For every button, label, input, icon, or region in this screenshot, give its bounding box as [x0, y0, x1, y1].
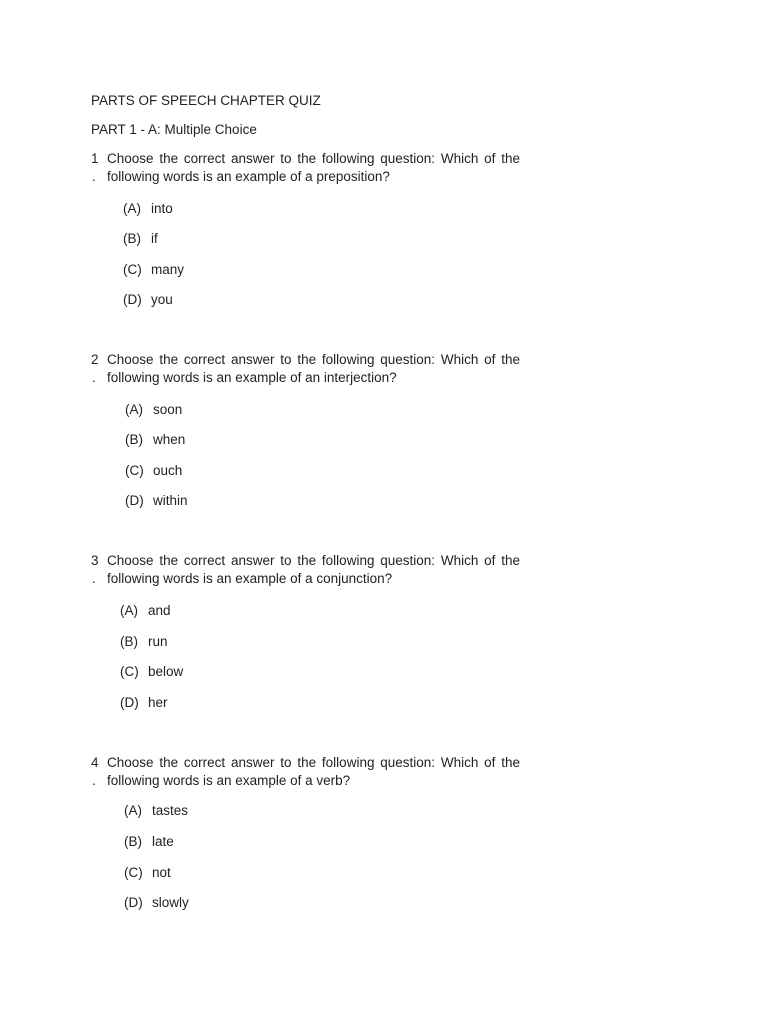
- answer-choice-a: [123, 200, 173, 218]
- choice-letter: (C): [124, 865, 143, 880]
- answer-choice-b: [125, 431, 185, 449]
- question-text: Choose the correct answer to the following question: Which of the: [107, 755, 520, 770]
- choice-text: ouch: [153, 463, 183, 478]
- choice-letter: (A): [120, 603, 138, 618]
- choice-text: tastes: [152, 803, 189, 818]
- answer-choice-d: [123, 291, 173, 309]
- question-number-dot: .: [92, 773, 96, 788]
- choice-letter: (D): [123, 292, 142, 307]
- choice-text: her: [148, 695, 168, 710]
- question-1: [91, 150, 531, 307]
- choice-letter: (B): [123, 231, 141, 246]
- answer-choice-d: [125, 492, 188, 510]
- question-4: [91, 754, 531, 910]
- question-line: [91, 772, 531, 790]
- question-text: following words is an example of a conjunction?: [107, 571, 393, 586]
- choice-letter: (D): [120, 695, 139, 710]
- choice-letter: (B): [120, 634, 138, 649]
- answer-choice-c: [120, 663, 183, 681]
- question-number-dot: .: [92, 571, 96, 586]
- choice-text: if: [151, 231, 158, 246]
- answer-choice-b: [120, 633, 168, 651]
- question-number: 1: [91, 151, 99, 166]
- question-3: [91, 552, 531, 710]
- part-heading: PART 1 - A: Multiple Choice: [91, 122, 257, 137]
- choice-letter: (B): [125, 432, 143, 447]
- choice-letter: (A): [124, 803, 142, 818]
- question-line: [91, 168, 531, 186]
- answer-choice-c: [125, 462, 182, 480]
- question-line: [91, 754, 531, 772]
- choice-text: and: [148, 603, 171, 618]
- choice-letter: (A): [125, 402, 143, 417]
- question-number: 3: [91, 553, 99, 568]
- question-line: [91, 150, 531, 168]
- question-number-dot: .: [92, 169, 96, 184]
- choice-text: into: [151, 201, 173, 216]
- choice-text: many: [151, 262, 185, 277]
- choice-text: late: [152, 834, 174, 849]
- answer-choice-d: [124, 894, 189, 912]
- choice-text: below: [148, 664, 184, 679]
- question-2: [91, 351, 531, 508]
- choice-text: run: [148, 634, 168, 649]
- answer-choice-a: [124, 802, 188, 820]
- answer-choice-c: [124, 864, 171, 882]
- question-number: 2: [91, 352, 99, 367]
- question-line: [91, 351, 531, 369]
- question-text: Choose the correct answer to the following question: Which of the: [107, 352, 520, 367]
- question-text: following words is an example of an interjection?: [107, 370, 397, 385]
- choice-text: you: [151, 292, 173, 307]
- choice-letter: (D): [125, 493, 144, 508]
- choice-letter: (D): [124, 895, 143, 910]
- question-line: [91, 570, 531, 588]
- answer-choice-a: [125, 401, 182, 419]
- question-number: 4: [91, 755, 99, 770]
- answer-choice-a: [120, 602, 171, 620]
- choice-letter: (C): [123, 262, 142, 277]
- choice-text: not: [152, 865, 171, 880]
- question-line: [91, 369, 531, 387]
- answer-choice-b: [123, 230, 158, 248]
- question-text: following words is an example of a verb?: [107, 773, 351, 788]
- answer-choice-b: [124, 833, 174, 851]
- answer-choice-c: [123, 261, 184, 279]
- choice-letter: (C): [120, 664, 139, 679]
- choice-text: when: [153, 432, 186, 447]
- answer-choice-d: [120, 694, 168, 712]
- document-title: PARTS OF SPEECH CHAPTER QUIZ: [91, 93, 321, 108]
- choice-letter: (A): [123, 201, 141, 216]
- choice-text: soon: [153, 402, 183, 417]
- question-text: following words is an example of a preposition?: [107, 169, 390, 184]
- question-text: Choose the correct answer to the following question: Which of the: [107, 151, 520, 166]
- choice-text: slowly: [152, 895, 189, 910]
- question-number-dot: .: [92, 370, 96, 385]
- choice-letter: (B): [124, 834, 142, 849]
- choice-text: within: [153, 493, 188, 508]
- question-line: [91, 552, 531, 570]
- question-text: Choose the correct answer to the following question: Which of the: [107, 553, 520, 568]
- choice-letter: (C): [125, 463, 144, 478]
